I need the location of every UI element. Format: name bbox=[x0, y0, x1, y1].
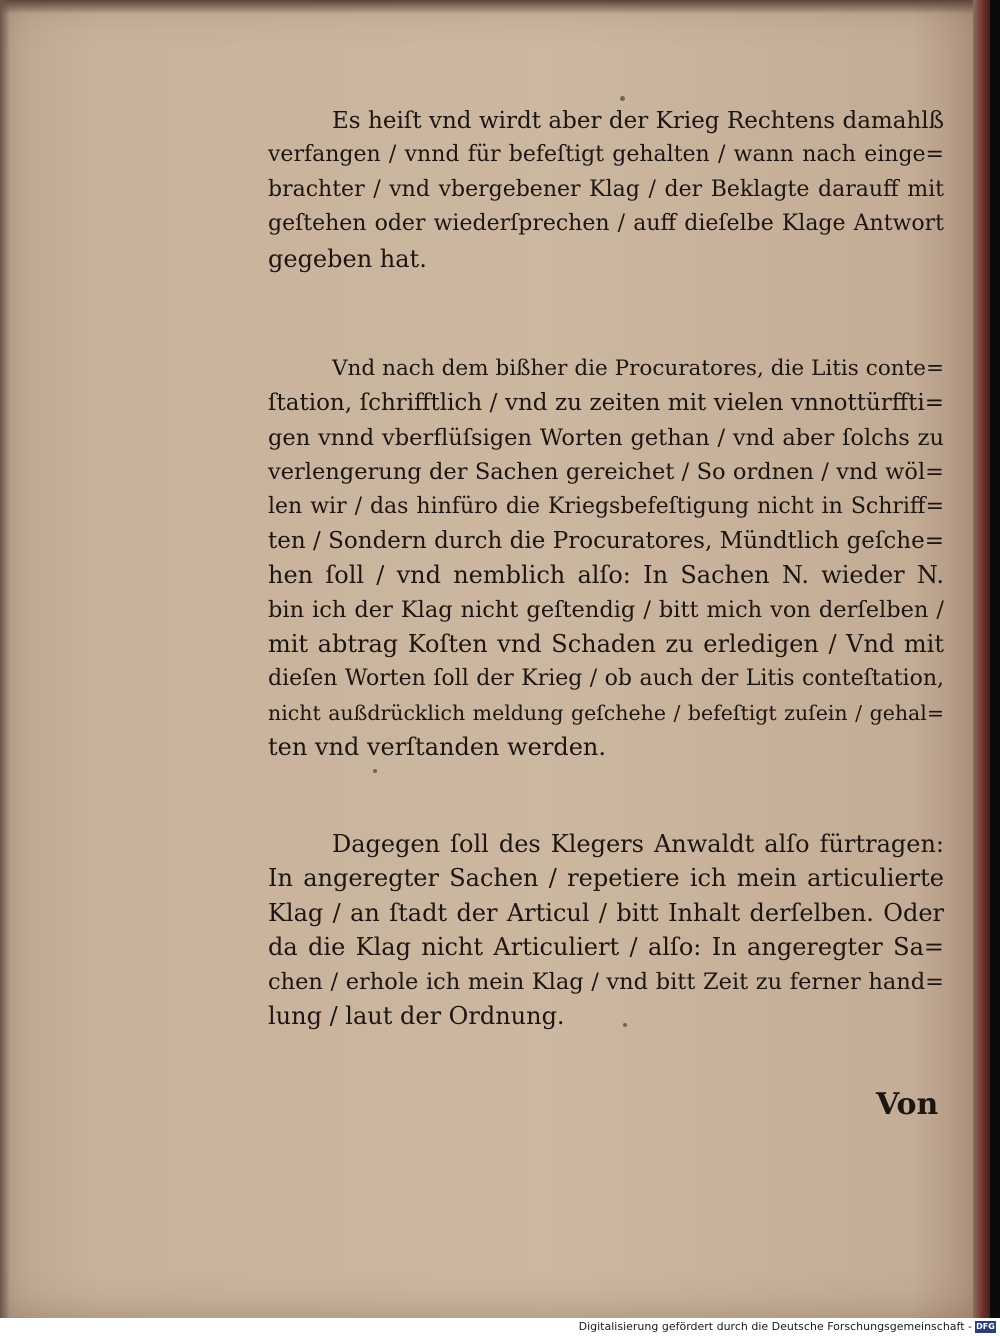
text-line: brachter / vnd vbergebener Klag / der Beklagte darauff mit bbox=[268, 176, 944, 202]
text-line: ten / Sondern durch die Procuratores, Mündtlich geſche= bbox=[268, 528, 944, 555]
text-line: Dagegen ſoll des Klegers Anwaldt alſo fürtragen: bbox=[332, 830, 944, 858]
text-line: chen / erhole ich mein Klag / vnd bitt Zeit zu ferner hand= bbox=[268, 968, 944, 995]
page-right-edge bbox=[973, 0, 990, 1318]
text-line: ten vnd verſtanden werden. bbox=[268, 733, 606, 762]
text-line: lung / laut der Ordnung. bbox=[268, 1002, 565, 1031]
text-line: verlengerung der Sachen gereichet / So ordnen / vnd wöl= bbox=[268, 459, 944, 486]
text-line: ſtation, ſchrifftlich / vnd zu zeiten mit vielen vnnottürffti= bbox=[268, 390, 944, 417]
page-left-edge bbox=[0, 0, 10, 1318]
text-line: gegeben hat. bbox=[268, 244, 427, 273]
paragraph-1 bbox=[268, 104, 944, 276]
text-line: In angeregter Sachen / repetiere ich mein articulierte bbox=[268, 864, 944, 893]
text-line: Vnd nach dem bißher die Procuratores, die Litis conte= bbox=[332, 356, 944, 381]
text-line: hen ſoll / vnd nemblich alſo: In Sachen N. wieder N. bbox=[268, 561, 944, 590]
footer-credit: Digitalisierung gefördert durch die Deutsche Forschungsgemeinschaft - bbox=[578, 1320, 972, 1333]
text-line: len wir / das hinfüro die Kriegsbefeſtigung nicht in Schriff= bbox=[268, 493, 944, 519]
text-line: Klag / an ſtadt der Articul / bitt Inhalt derſelben. Oder bbox=[268, 898, 944, 927]
text-line: mit abtrag Koſten vnd Schaden zu erledigen / Vnd mit bbox=[268, 630, 944, 659]
text-line: Es heiſt vnd wirdt aber der Krieg Rechtens damahlß bbox=[332, 108, 944, 134]
ink-speck bbox=[373, 769, 377, 773]
page-top-edge bbox=[0, 0, 990, 14]
text-line: nicht außdrücklich meldung geſchehe / befeſtigt zuſein / gehal= bbox=[268, 701, 944, 726]
digitization-footer bbox=[0, 1318, 1000, 1337]
text-line: gen vnnd vberflüſsigen Worten gethan / vnd aber ſolchs zu bbox=[268, 424, 944, 451]
text-line: da die Klag nicht Articuliert / alſo: In angeregter Sa= bbox=[268, 933, 944, 962]
dfg-logo: DFG bbox=[976, 1322, 995, 1331]
text-line: verfangen / vnnd für befeſtigt gehalten / wann nach einge= bbox=[268, 142, 944, 168]
paragraph-3 bbox=[268, 827, 944, 1033]
ink-speck bbox=[620, 96, 625, 101]
text-line: dieſen Worten ſoll der Krieg / ob auch der Litis conteſtation, bbox=[268, 665, 944, 691]
text-line: bin ich der Klag nicht geſtendig / bitt mich von derſelben / bbox=[268, 596, 944, 623]
text-line: geſtehen oder wiederſprechen / auff dieſelbe Klage Antwort bbox=[268, 211, 944, 237]
paragraph-2 bbox=[268, 352, 944, 765]
catchword: Von bbox=[876, 1087, 939, 1122]
